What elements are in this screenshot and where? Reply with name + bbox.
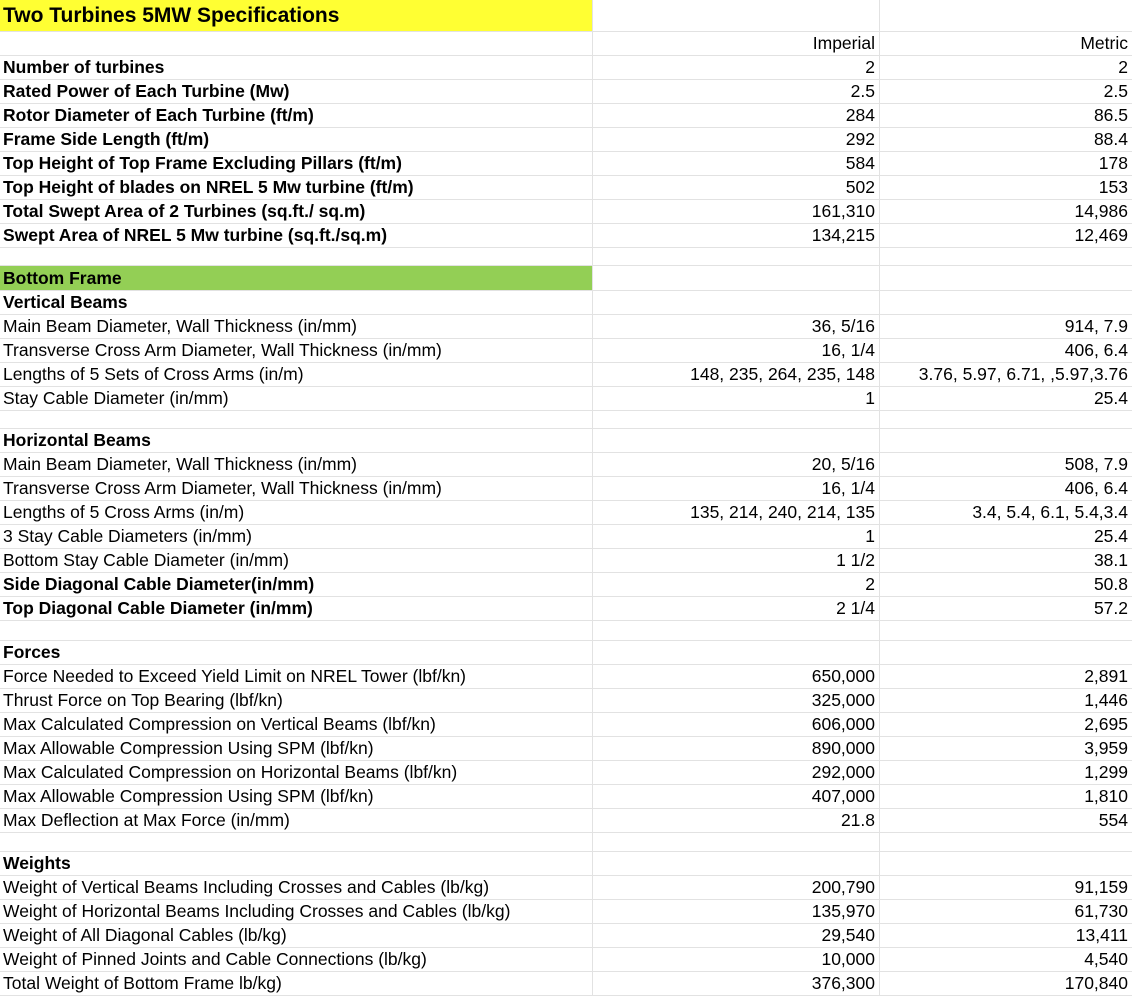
imperial-value[interactable]: 135, 214, 240, 214, 135 (690, 502, 875, 522)
table-row (0, 176, 1132, 200)
row-label[interactable]: Transverse Cross Arm Diameter, Wall Thickness (in/mm) (3, 340, 442, 360)
row-label[interactable]: Lengths of 5 Cross Arms (in/m) (3, 502, 245, 522)
imperial-value[interactable]: 200,790 (811, 877, 875, 897)
imperial-value[interactable]: 10,000 (821, 949, 875, 969)
imperial-value[interactable]: 1 (865, 388, 875, 408)
imperial-value[interactable]: 21.8 (840, 810, 875, 830)
metric-value[interactable]: 14,986 (1074, 201, 1128, 221)
metric-value[interactable]: 178 (1098, 153, 1128, 173)
table-row (0, 597, 1132, 621)
table-row (0, 104, 1132, 128)
row-label[interactable]: Transverse Cross Arm Diameter, Wall Thickness (in/mm) (3, 478, 442, 498)
table-row (0, 972, 1132, 996)
table-row (0, 477, 1132, 501)
metric-value[interactable]: 1,810 (1084, 786, 1128, 806)
metric-value[interactable]: 3.76, 5.97, 6.71, ,5.97,3.76 (918, 364, 1128, 384)
metric-value[interactable]: 57.2 (1093, 598, 1128, 618)
imperial-value[interactable]: 376,300 (811, 973, 875, 993)
row-label[interactable]: Side Diagonal Cable Diameter(in/mm) (3, 574, 315, 594)
table-row (0, 761, 1132, 785)
imperial-value[interactable]: 292,000 (811, 762, 875, 782)
metric-value[interactable]: 2 (1118, 57, 1128, 77)
section-heading-bottom-frame[interactable]: Bottom Frame (0, 266, 592, 290)
metric-value[interactable]: 3.4, 5.4, 6.1, 5.4,3.4 (972, 502, 1128, 522)
title-row (0, 0, 1132, 32)
row-label[interactable]: Max Deflection at Max Force (in/mm) (3, 810, 290, 830)
header-row (0, 32, 1132, 56)
table-row (0, 665, 1132, 689)
row-label[interactable]: Max Allowable Compression Using SPM (lbf/kn) (3, 738, 374, 758)
subsection-row (0, 641, 1132, 665)
table-row (0, 809, 1132, 833)
section-row (0, 266, 1132, 291)
table-row (0, 785, 1132, 809)
row-label[interactable]: Rotor Diameter of Each Turbine (ft/m) (3, 105, 314, 125)
imperial-value[interactable]: 16, 1/4 (821, 340, 875, 360)
metric-value[interactable]: 406, 6.4 (1064, 478, 1128, 498)
metric-value[interactable]: 12,469 (1074, 225, 1128, 245)
metric-value[interactable]: 914, 7.9 (1064, 316, 1128, 336)
imperial-value[interactable]: 16, 1/4 (821, 478, 875, 498)
table-row (0, 152, 1132, 176)
table-row (0, 387, 1132, 411)
metric-value[interactable]: 508, 7.9 (1064, 454, 1128, 474)
row-label[interactable]: Thrust Force on Top Bearing (lbf/kn) (3, 690, 283, 710)
imperial-value[interactable]: 650,000 (811, 666, 875, 686)
sheet-title[interactable]: Two Turbines 5MW Specifications (0, 0, 592, 31)
metric-value[interactable]: 1,299 (1084, 762, 1128, 782)
row-label[interactable]: Number of turbines (3, 57, 165, 77)
imperial-value[interactable]: 134,215 (811, 225, 875, 245)
row-label[interactable]: Weight of Vertical Beams Including Crosses and Cables (lb/kg) (3, 877, 490, 897)
metric-value[interactable]: 13,411 (1075, 925, 1128, 945)
imperial-value[interactable]: 2.5 (850, 81, 875, 101)
imperial-value[interactable]: 2 1/4 (836, 598, 875, 618)
metric-value[interactable]: 554 (1098, 810, 1128, 830)
imperial-value[interactable]: 36, 5/16 (811, 316, 875, 336)
table-row (0, 737, 1132, 761)
table-row (0, 501, 1132, 525)
metric-value[interactable]: 88.4 (1093, 129, 1128, 149)
imperial-header[interactable]: Imperial (812, 33, 875, 53)
table-row (0, 200, 1132, 224)
row-label[interactable]: Weight of All Diagonal Cables (lb/kg) (3, 925, 287, 945)
metric-header[interactable]: Metric (1080, 33, 1128, 53)
imperial-value[interactable]: 890,000 (811, 738, 875, 758)
table-row (0, 224, 1132, 248)
metric-value[interactable]: 1,446 (1084, 690, 1128, 710)
row-label[interactable]: Top Height of blades on NREL 5 Mw turbine (ft/m) (3, 177, 414, 197)
row-label[interactable]: Weight of Horizontal Beams Including Crosses and Cables (lb/kg) (3, 901, 511, 921)
subsection-row (0, 852, 1132, 876)
table-row (0, 525, 1132, 549)
metric-value[interactable]: 25.4 (1093, 526, 1128, 546)
metric-value[interactable]: 406, 6.4 (1064, 340, 1128, 360)
table-row (0, 339, 1132, 363)
table-row (0, 128, 1132, 152)
subsection-heading-vertical-beams[interactable]: Vertical Beams (3, 292, 128, 312)
row-label[interactable]: 3 Stay Cable Diameters (in/mm) (3, 526, 252, 546)
table-row (0, 56, 1132, 80)
imperial-value[interactable]: 292 (845, 129, 875, 149)
table-row (0, 453, 1132, 477)
subsection-row (0, 429, 1132, 453)
blank-row (0, 411, 1132, 429)
imperial-value[interactable]: 135,970 (811, 901, 875, 921)
imperial-value[interactable]: 407,000 (811, 786, 875, 806)
metric-value[interactable]: 2,891 (1084, 666, 1128, 686)
table-row (0, 80, 1132, 104)
table-row (0, 713, 1132, 737)
table-row (0, 549, 1132, 573)
row-label[interactable]: Rated Power of Each Turbine (Mw) (3, 81, 290, 101)
row-label[interactable]: Top Height of Top Frame Excluding Pillars (ft/m) (3, 153, 402, 173)
imperial-value[interactable]: 584 (845, 153, 875, 173)
row-label[interactable]: Frame Side Length (ft/m) (3, 129, 210, 149)
row-label[interactable]: Stay Cable Diameter (in/mm) (3, 388, 229, 408)
row-label[interactable]: Total Weight of Bottom Frame lb/kg) (3, 973, 282, 993)
metric-value[interactable]: 153 (1098, 177, 1128, 197)
row-label[interactable]: Weight of Pinned Joints and Cable Connections (lb/kg) (3, 949, 427, 969)
table-row (0, 573, 1132, 597)
subsection-heading-horizontal-beams[interactable]: Horizontal Beams (3, 430, 151, 450)
row-label[interactable]: Bottom Stay Cable Diameter (in/mm) (3, 550, 289, 570)
subsection-heading-weights[interactable]: Weights (3, 853, 71, 873)
metric-value[interactable]: 38.1 (1093, 550, 1128, 570)
imperial-value[interactable]: 284 (845, 105, 875, 125)
row-label[interactable]: Swept Area of NREL 5 Mw turbine (sq.ft./sq.m) (3, 225, 388, 245)
row-label[interactable]: Max Allowable Compression Using SPM (lbf/kn) (3, 786, 374, 806)
row-label[interactable]: Force Needed to Exceed Yield Limit on NREL Tower (lbf/kn) (3, 666, 466, 686)
table-row (0, 900, 1132, 924)
row-label[interactable]: Main Beam Diameter, Wall Thickness (in/mm) (3, 316, 357, 336)
row-label[interactable]: Max Calculated Compression on Horizontal Beams (lbf/kn) (3, 762, 458, 782)
table-row (0, 924, 1132, 948)
subsection-row (0, 291, 1132, 315)
subsection-heading-forces[interactable]: Forces (3, 642, 61, 662)
metric-value[interactable]: 3,959 (1084, 738, 1128, 758)
imperial-value[interactable]: 325,000 (811, 690, 875, 710)
blank-row (0, 833, 1132, 852)
row-label[interactable]: Lengths of 5 Sets of Cross Arms (in/m) (3, 364, 304, 384)
metric-value[interactable]: 4,540 (1084, 949, 1128, 969)
metric-value[interactable]: 91,159 (1074, 877, 1128, 897)
imperial-value[interactable]: 2 (865, 57, 875, 77)
imperial-value[interactable]: 2 (865, 574, 875, 594)
table-row (0, 315, 1132, 339)
metric-value[interactable]: 61,730 (1074, 901, 1128, 921)
row-label[interactable]: Main Beam Diameter, Wall Thickness (in/mm) (3, 454, 357, 474)
blank-row (0, 248, 1132, 266)
imperial-value[interactable]: 606,000 (811, 714, 875, 734)
metric-value[interactable]: 2.5 (1103, 81, 1128, 101)
imperial-value[interactable]: 1 1/2 (836, 550, 875, 570)
imperial-value[interactable]: 1 (865, 526, 875, 546)
row-label[interactable]: Total Swept Area of 2 Turbines (sq.ft./ sq.m) (3, 201, 366, 221)
imperial-value[interactable]: 502 (845, 177, 875, 197)
imperial-value[interactable]: 161,310 (811, 201, 875, 221)
row-label[interactable]: Max Calculated Compression on Vertical Beams (lbf/kn) (3, 714, 436, 734)
imperial-value[interactable]: 29,540 (821, 925, 875, 945)
metric-value[interactable]: 2,695 (1084, 714, 1128, 734)
metric-value[interactable]: 25.4 (1093, 388, 1128, 408)
table-row (0, 948, 1132, 972)
blank-row (0, 621, 1132, 641)
row-label[interactable]: Top Diagonal Cable Diameter (in/mm) (3, 598, 313, 618)
imperial-value[interactable]: 148, 235, 264, 235, 148 (690, 364, 875, 384)
metric-value[interactable]: 50.8 (1093, 574, 1128, 594)
table-row (0, 876, 1132, 900)
metric-value[interactable]: 170,840 (1064, 973, 1128, 993)
table-row (0, 363, 1132, 387)
metric-value[interactable]: 86.5 (1093, 105, 1128, 125)
table-row (0, 689, 1132, 713)
imperial-value[interactable]: 20, 5/16 (811, 454, 875, 474)
